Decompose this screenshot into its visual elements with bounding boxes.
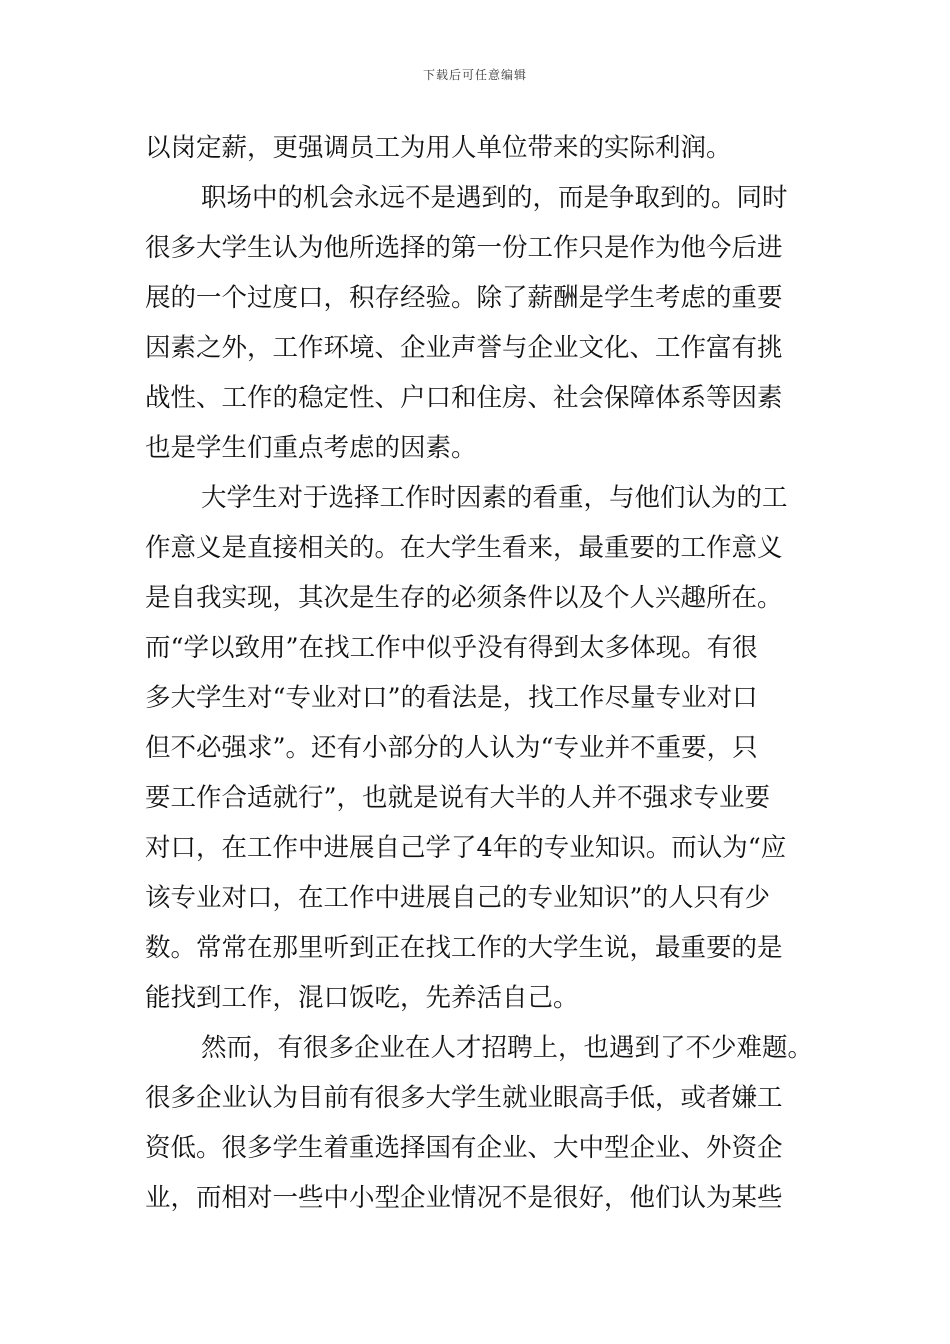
text-line: 多大学生对“专业对口”的看法是，找工作尽量专业对口 (145, 683, 758, 713)
paragraph (145, 123, 815, 173)
text-line: 职场中的机会永远不是遇到的，而是争取到的。同时 (201, 183, 788, 213)
text-line: 但不必强求”。还有小部分的人认为“专业并不重要，只 (145, 733, 758, 763)
paragraph (145, 473, 815, 1023)
paragraph (145, 1023, 815, 1223)
text-line: 资低。很多学生着重选择国有企业、大中型企业、外资企 (145, 1133, 783, 1163)
text-line: 对口，在工作中进展自己学了4年的专业知识。而认为“应 (145, 833, 787, 863)
document-body (145, 123, 815, 1223)
text-line: 以岗定薪，更强调员工为用人单位带来的实际利润。 (145, 133, 732, 163)
text-line: 战性、工作的稳定性、户口和住房、社会保障体系等因素 (145, 383, 783, 413)
text-line: 很多大学生认为他所选择的第一份工作只是作为他今后进 (145, 233, 783, 263)
text-line: 因素之外，工作环境、企业声誉与企业文化、工作富有挑 (145, 333, 783, 363)
text-line: 很多企业认为目前有很多大学生就业眼高手低，或者嫌工 (145, 1083, 783, 1113)
text-line: 展的一个过度口，积存经验。除了薪酬是学生考虑的重要 (145, 283, 783, 313)
text-line: 作意义是直接相关的。在大学生看来，最重要的工作意义 (145, 533, 783, 563)
text-line: 数。常常在那里听到正在找工作的大学生说，最重要的是 (145, 933, 783, 963)
text-line: 而“学以致用”在找工作中似乎没有得到太多体现。有很 (145, 633, 758, 663)
text-line: 也是学生们重点考虑的因素。 (145, 433, 477, 463)
text-line: 能找到工作，混口饭吃，先养活自己。 (145, 983, 579, 1013)
text-line: 该专业对口，在工作中进展自己的专业知识”的人只有少 (145, 883, 771, 913)
text-line: 是自我实现，其次是生存的必须条件以及个人兴趣所在。 (145, 583, 783, 613)
paragraph (145, 173, 815, 473)
text-line: 大学生对于选择工作时因素的看重，与他们认为的工 (201, 483, 788, 513)
text-line: 然而，有很多企业在人才招聘上，也遇到了不少难题。 (201, 1033, 814, 1063)
text-line: 要工作合适就行”，也就是说有大半的人并不强求专业要 (145, 783, 771, 813)
text-line: 业，而相对一些中小型企业情况不是很好，他们认为某些 (145, 1183, 783, 1213)
page-header: 下载后可任意编辑 (422, 68, 527, 82)
